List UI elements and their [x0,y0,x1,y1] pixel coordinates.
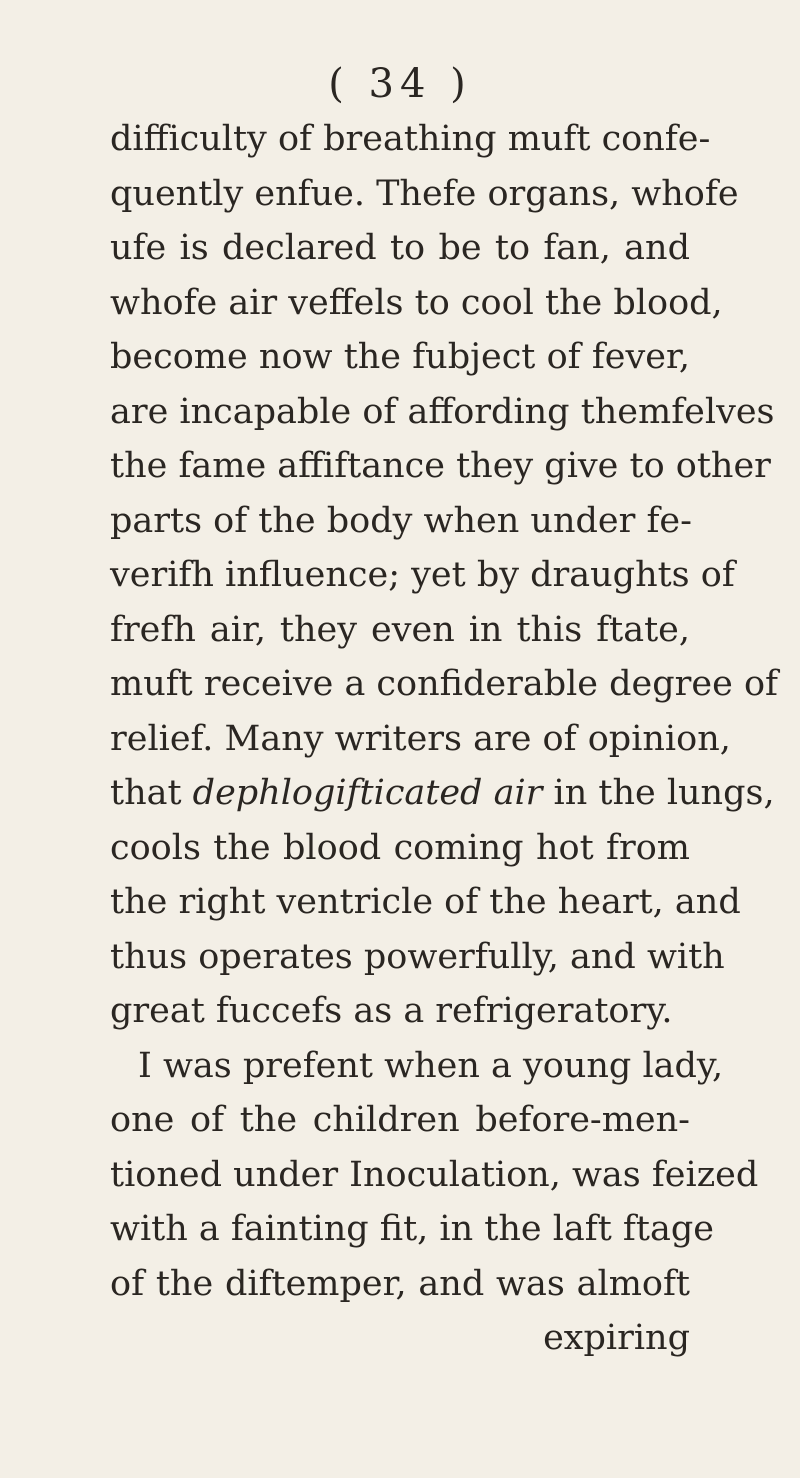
paragraph-start-line: I was prefent when a young lady, [138,1045,724,1086]
catchword: expiring [543,1318,690,1358]
body-text [110,112,778,1366]
text-line: the fame affiftance they give to other [110,446,771,486]
text-line: thus operates powerfully, and with [110,936,725,977]
text-line: of the diftemper, and was almoft [110,1263,690,1304]
text-line: with a fainting fit, in the laft ftage [110,1209,714,1249]
text-line: are incapable of affording themfelves [110,391,775,432]
text-run: that [110,773,193,813]
text-run: in the lungs, [542,773,775,813]
text-line: ufe is declared to be to fan, and [110,228,690,268]
text-line: the right ventricle of the heart, and [110,882,741,922]
text-line: difficulty of breathing muft confe- [110,119,711,159]
text-line: whofe air veffels to cool the blood, [110,282,723,323]
text-line: quently enfue. Thefe organs, whofe [110,173,739,214]
text-line: parts of the body when under fe- [110,500,692,541]
text-line: frefh air, they even in this ftate, [110,609,690,650]
text-line: verifh influence; yet by draughts of [110,555,735,595]
text-line: muft receive a confiderable degree of [110,664,778,704]
text-line: relief. Many writers are of opinion, [110,718,731,759]
text-line: become now the fubject of fever, [110,337,690,377]
text-line: great fuccefs as a refrigeratory. [110,991,673,1031]
text-line: tioned under Inoculation, was feized [110,1154,759,1195]
italic-term: dephlogifticated air [192,773,543,813]
text-line: cools the blood coming hot from [110,827,690,868]
text-line: one of the children before-men- [110,1100,690,1140]
page-number: ( 34 ) [328,61,472,107]
text-line-with-italic [110,766,775,821]
